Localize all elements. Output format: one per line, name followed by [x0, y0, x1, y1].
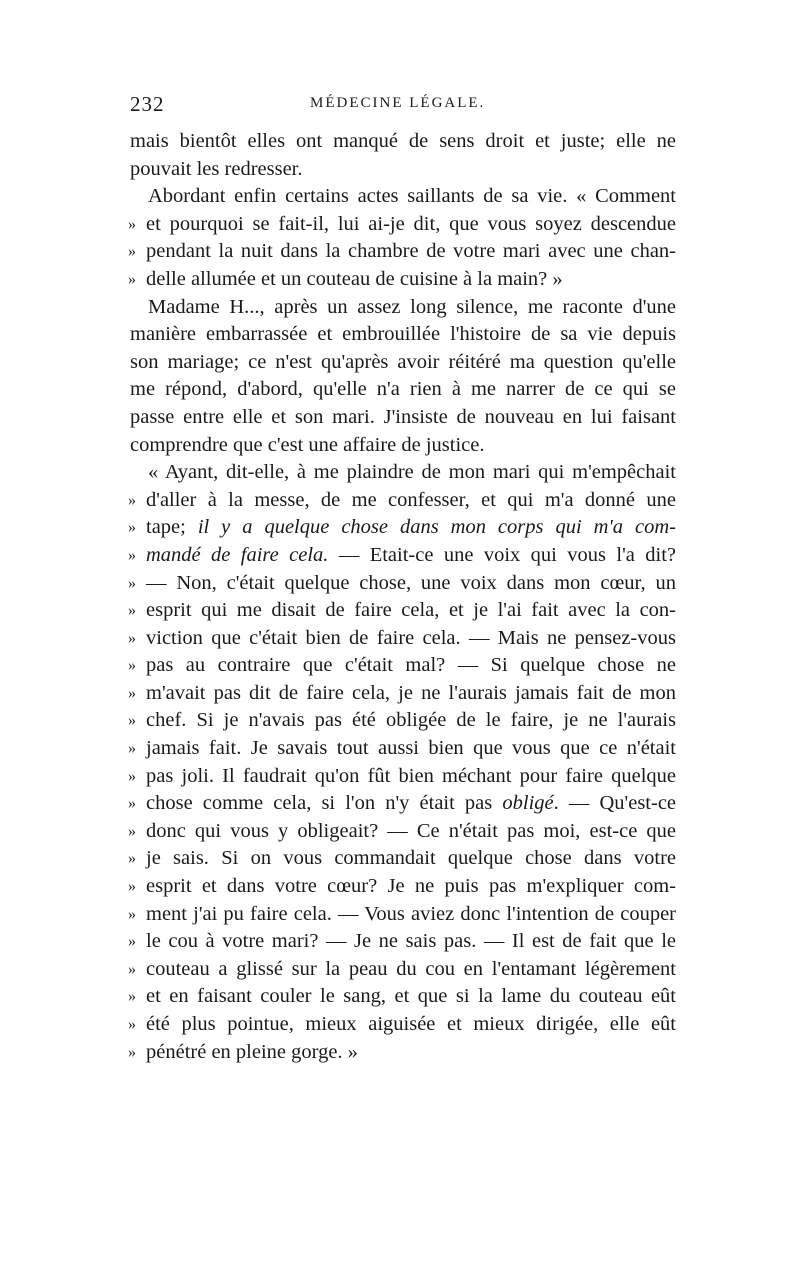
line-text [130, 514, 676, 542]
line-text: couteau a glissé sur la peau du cou en l'entamant légèrement [146, 957, 676, 980]
text-line: manière embarrassée et embrouillée l'histoire de sa vie depuis [130, 323, 676, 346]
text-line [130, 487, 676, 515]
text-line [130, 211, 676, 239]
line-text: donc qui vous y obligeait? — Ce n'était pas moi, est-ce que [146, 819, 676, 842]
text-line [130, 983, 676, 1011]
line-text: esprit qui me disait de faire cela, et je l'ai fait avec la con- [146, 599, 676, 622]
quote-continuation-mark: » [128, 215, 136, 233]
line-text: d'aller à la messe, de me confesser, et qui m'a donné une [146, 488, 676, 511]
text-line [130, 625, 676, 653]
line-text: pénétré en pleine gorge. » [146, 1040, 358, 1063]
text-run: — Etait-ce une voix qui vous l'a dit? [328, 543, 676, 566]
text-line: son mariage; ce n'est qu'après avoir réitéré ma question qu'elle [130, 350, 676, 373]
text-line: Madame H..., après un assez long silence, me raconte d'une [148, 295, 676, 318]
quote-continuation-mark: » [128, 270, 136, 288]
quote-continuation-mark: » [128, 905, 136, 923]
italic-run: mandé de faire cela. [146, 543, 329, 566]
italic-run: il y a quelque chose dans mon corps qui m'a com- [197, 516, 676, 539]
quote-continuation-mark: » [128, 602, 136, 620]
text-run: tape; [146, 516, 198, 539]
line-text: jamais fait. Je savais tout aussi bien que vous que ce n'était [146, 737, 676, 760]
quote-continuation-mark: » [128, 629, 136, 647]
quote-continuation-mark: » [128, 850, 136, 868]
text-run: . — Qu'est-ce [553, 792, 677, 815]
text-line: Abordant enfin certains actes saillants de sa vie. « Comment [148, 185, 676, 208]
text-line [130, 790, 676, 818]
text-line: me répond, d'abord, qu'elle n'a rien à me narrer de ce qui se [130, 378, 676, 401]
quote-continuation-mark: » [128, 1016, 136, 1033]
quote-continuation-mark: » [128, 519, 136, 537]
text-line: « Ayant, dit-elle, à me plaindre de mon mari qui m'empêchait [148, 461, 676, 484]
text-line [130, 597, 676, 625]
text-line [130, 266, 676, 294]
line-text: je sais. Si on vous commandait quelque chose dans votre [146, 847, 676, 870]
page-body-text [130, 128, 676, 1066]
quote-continuation-mark: » [128, 960, 136, 978]
line-text: m'avait pas dit de faire cela, je ne l'aurais jamais fait de mon [146, 681, 676, 704]
quote-continuation-mark: » [128, 657, 136, 675]
text-line [130, 1039, 676, 1067]
text-line [130, 652, 676, 680]
running-title: MÉDECINE LÉGALE. [310, 95, 486, 111]
text-line [130, 763, 676, 791]
line-text [130, 790, 676, 818]
text-line: pouvait les redresser. [130, 157, 303, 180]
quote-continuation-mark: » [128, 574, 136, 592]
line-text: été plus pointue, mieux aiguisée et mieux dirigée, elle eût [146, 1013, 676, 1035]
line-text: esprit et dans votre cœur? Je ne puis pas m'expliquer com- [146, 875, 676, 898]
text-line [130, 238, 676, 266]
line-text: delle allumée et un couteau de cuisine à la main? » [146, 267, 563, 290]
quote-continuation-mark: » [128, 822, 136, 840]
line-text [130, 542, 676, 570]
italic-run: obligé [502, 792, 554, 815]
text-line: comprendre que c'est une affaire de justice. [130, 433, 485, 456]
text-line [130, 1011, 676, 1039]
line-text: le cou à votre mari? — Je ne sais pas. — Il est de fait que le [146, 930, 676, 953]
quote-continuation-mark: » [128, 684, 136, 702]
quote-continuation-mark: » [128, 491, 136, 509]
text-line [130, 873, 676, 901]
quote-continuation-mark: » [128, 740, 136, 758]
text-run: chose comme cela, si l'on n'y était pas [146, 792, 503, 815]
quote-continuation-mark: » [128, 1043, 136, 1061]
line-text: viction que c'était bien de faire cela. — Mais ne pensez-vous [146, 626, 676, 649]
text-line [130, 818, 676, 846]
text-line: passe entre elle et son mari. J'insiste de nouveau en lui faisant [130, 405, 676, 428]
text-line [130, 707, 676, 735]
line-text: ment j'ai pu faire cela. — Vous aviez donc l'intention de couper [146, 902, 676, 925]
line-text: et en faisant couler le sang, et que si la lame du couteau eût [146, 985, 676, 1008]
quote-continuation-mark: » [128, 712, 136, 730]
text-line [130, 542, 676, 570]
line-text: chef. Si je n'avais pas été obligée de le faire, je ne l'aurais [146, 709, 676, 732]
page-number: 232 [130, 92, 165, 116]
text-line [130, 514, 676, 542]
line-text: pas au contraire que c'était mal? — Si quelque chose ne [146, 654, 676, 677]
page-header [130, 92, 674, 120]
text-line [130, 570, 676, 598]
text-line [130, 680, 676, 708]
text-line [130, 901, 676, 929]
quote-continuation-mark: » [128, 767, 136, 785]
text-line [130, 928, 676, 956]
line-text: et pourquoi se fait-il, lui ai-je dit, que vous soyez descendue [146, 212, 676, 235]
text-line [130, 735, 676, 763]
text-line [130, 845, 676, 873]
line-text: pendant la nuit dans la chambre de votre mari avec une chan- [146, 240, 676, 263]
quote-continuation-mark: » [128, 243, 136, 261]
quote-continuation-mark: » [128, 988, 136, 1006]
text-line [130, 956, 676, 984]
quote-continuation-mark: » [128, 546, 136, 564]
text-line: mais bientôt elles ont manqué de sens droit et juste; elle ne [130, 130, 676, 152]
line-text: pas joli. Il faudrait qu'on fût bien méchant pour faire quelque [146, 764, 676, 787]
quote-continuation-mark: » [128, 795, 136, 813]
quote-continuation-mark: » [128, 878, 136, 896]
line-text: — Non, c'était quelque chose, une voix dans mon cœur, un [146, 571, 676, 594]
quote-continuation-mark: » [128, 933, 136, 951]
